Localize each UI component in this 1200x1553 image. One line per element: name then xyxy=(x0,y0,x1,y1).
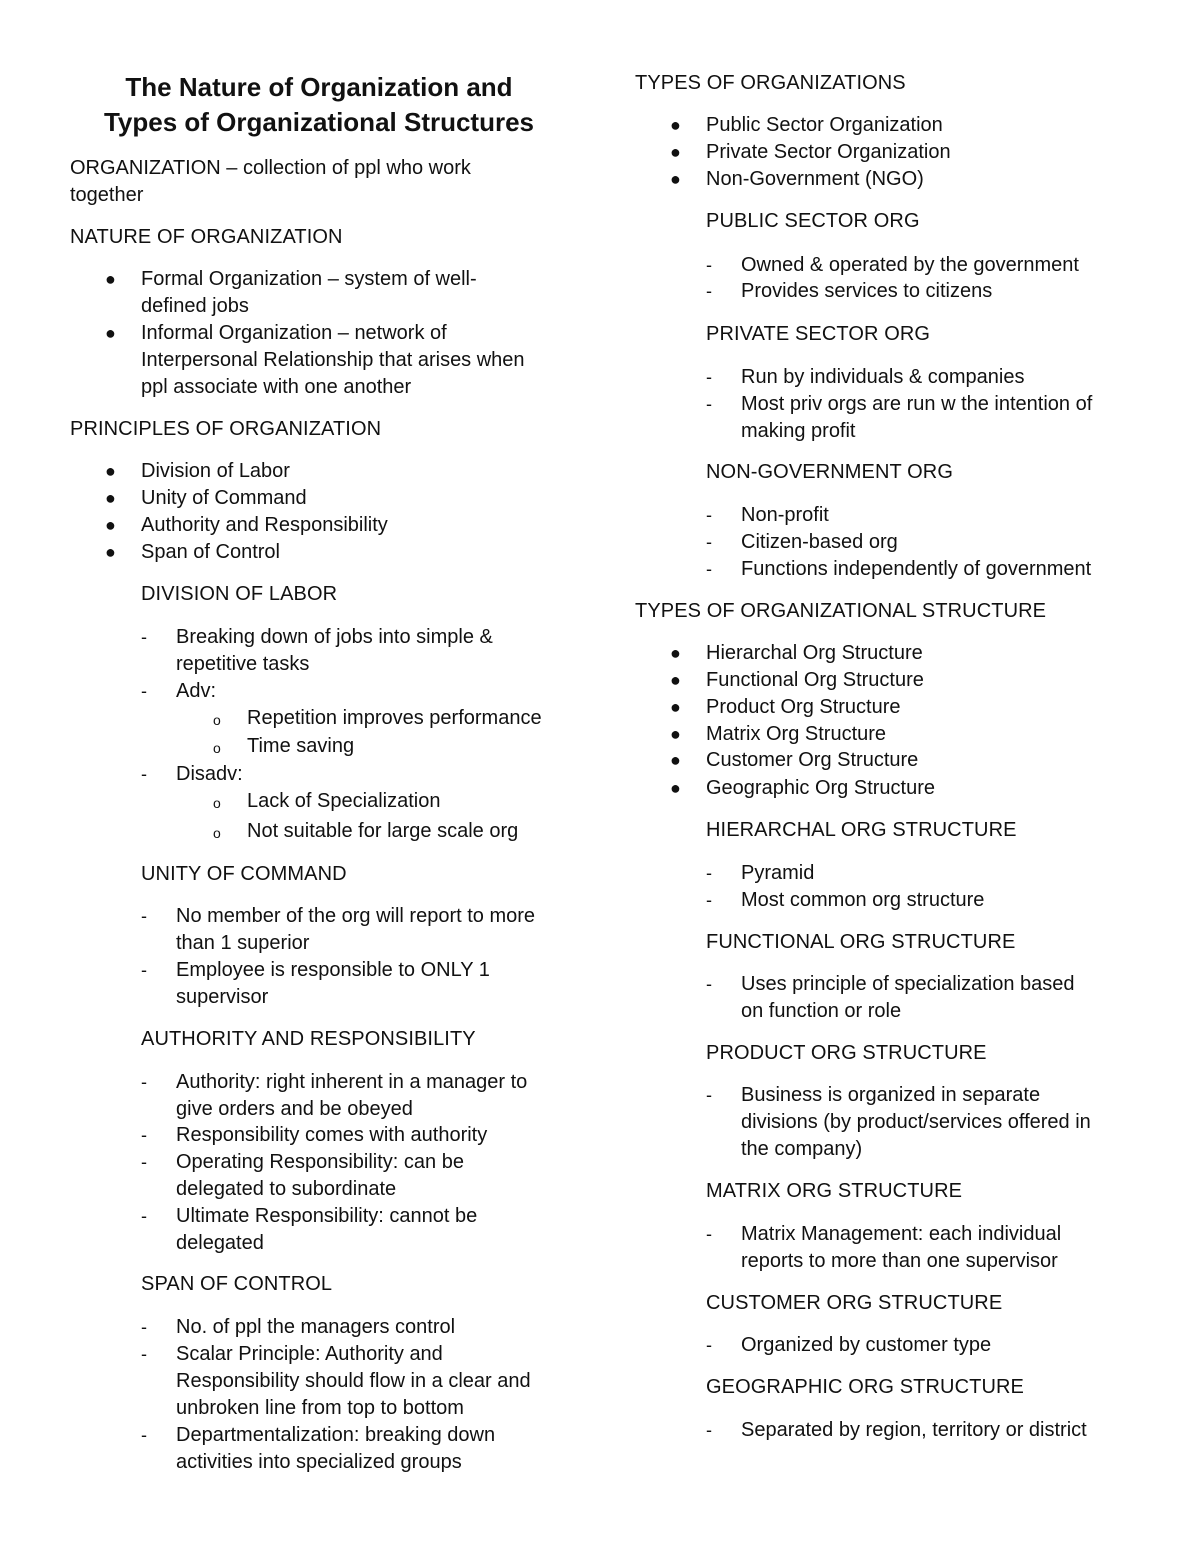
text-line: Unity of Command xyxy=(141,487,307,509)
text-line: Uses principle of specialization based xyxy=(741,973,1075,995)
list-item xyxy=(706,502,829,529)
dash-icon: - xyxy=(706,1085,712,1105)
text-line: No member of the org will report to more xyxy=(176,905,536,927)
authority-heading: AUTHORITY AND RESPONSIBILITY xyxy=(141,1028,476,1050)
list-item xyxy=(141,761,243,788)
text-line: repetitive tasks xyxy=(176,653,310,675)
text-line: ORGANIZATION – collection of ppl who work xyxy=(70,157,471,179)
text-line: delegated to subordinate xyxy=(176,1178,397,1200)
bullet-icon: ● xyxy=(105,323,116,343)
dash-icon: - xyxy=(706,281,712,301)
title-line: Types of Organizational Structures xyxy=(103,107,535,137)
text-line: Geographic Org Structure xyxy=(706,777,935,799)
circle-bullet-icon: o xyxy=(213,795,221,811)
text-line: Non-Government (NGO) xyxy=(706,168,924,190)
list-item xyxy=(706,1332,991,1359)
text-line: Lack of Specialization xyxy=(247,790,441,812)
list-item xyxy=(670,112,943,139)
division-heading: DIVISION OF LABOR xyxy=(141,583,338,605)
text-line: Informal Organization – network of xyxy=(141,322,447,344)
bullet-icon: ● xyxy=(670,142,681,162)
dash-icon: - xyxy=(706,559,712,579)
list-item xyxy=(141,1069,581,1123)
hierarchal-heading: HIERARCHAL ORG STRUCTURE xyxy=(706,819,1017,841)
product-heading: PRODUCT ORG STRUCTURE xyxy=(706,1042,987,1064)
text-line: Division of Labor xyxy=(141,460,290,482)
text-line: activities into specialized groups xyxy=(176,1451,462,1473)
text-line: Most priv orgs are run w the intention of xyxy=(741,393,1093,415)
bullet-icon: ● xyxy=(105,269,116,289)
text-line: Citizen-based org xyxy=(741,531,898,553)
dash-icon: - xyxy=(141,960,147,980)
text-line: Non-profit xyxy=(741,504,829,526)
text-line: Not suitable for large scale org xyxy=(247,820,519,842)
bullet-icon: ● xyxy=(105,515,116,535)
unity-heading: UNITY OF COMMAND xyxy=(141,863,347,885)
text-line: Separated by region, territory or district xyxy=(741,1419,1087,1441)
text-line: Owned & operated by the government xyxy=(741,254,1079,276)
text-line: Provides services to citizens xyxy=(741,280,993,302)
text-line: reports to more than one supervisor xyxy=(741,1250,1058,1272)
text-line: together xyxy=(70,184,144,206)
list-item xyxy=(706,556,1091,583)
list-item xyxy=(141,1341,581,1422)
list-item xyxy=(213,788,440,815)
bullet-icon: ● xyxy=(670,643,681,663)
list-item xyxy=(706,252,1079,279)
bullet-icon: ● xyxy=(670,115,681,135)
dash-icon: - xyxy=(706,532,712,552)
list-item xyxy=(670,640,923,667)
text-line: give orders and be obeyed xyxy=(176,1098,413,1120)
text-line: Functions independently of government xyxy=(741,558,1092,580)
dash-icon: - xyxy=(141,1072,147,1092)
list-item xyxy=(141,1149,581,1203)
list-item xyxy=(105,512,388,539)
principles-heading: PRINCIPLES OF ORGANIZATION xyxy=(70,418,382,440)
dash-icon: - xyxy=(706,1224,712,1244)
text-line: defined jobs xyxy=(141,295,249,317)
list-item xyxy=(105,266,585,320)
organization-definition xyxy=(70,155,471,209)
text-line: Departmentalization: breaking down xyxy=(176,1424,496,1446)
dash-icon: - xyxy=(141,627,147,647)
list-item xyxy=(706,1221,1136,1275)
structure-heading: TYPES OF ORGANIZATIONAL STRUCTURE xyxy=(635,600,1047,622)
list-item xyxy=(706,887,984,914)
dash-icon: - xyxy=(141,1206,147,1226)
text-line: divisions (by product/services offered in xyxy=(741,1111,1091,1133)
text-line: the company) xyxy=(741,1138,863,1160)
list-item xyxy=(670,667,924,694)
bullet-icon: ● xyxy=(670,750,681,770)
list-item xyxy=(141,1203,581,1257)
bullet-icon: ● xyxy=(670,670,681,690)
list-item xyxy=(141,1122,581,1149)
matrix-heading: MATRIX ORG STRUCTURE xyxy=(706,1180,963,1202)
text-line: making profit xyxy=(741,420,856,442)
text-line: Formal Organization – system of well- xyxy=(141,268,477,290)
list-item xyxy=(706,1082,1136,1163)
text-line: Scalar Principle: Authority and xyxy=(176,1343,443,1365)
text-line: Interpersonal Relationship that arises when xyxy=(141,349,525,371)
list-item xyxy=(105,485,307,512)
text-line: Product Org Structure xyxy=(706,696,901,718)
list-item xyxy=(706,391,1136,445)
list-item xyxy=(706,364,1025,391)
dash-icon: - xyxy=(141,1317,147,1337)
types-heading: TYPES OF ORGANIZATIONS xyxy=(635,72,906,94)
text-line: Span of Control xyxy=(141,541,280,563)
dash-icon: - xyxy=(706,255,712,275)
nature-heading: NATURE OF ORGANIZATION xyxy=(70,226,343,248)
text-line: Repetition improves performance xyxy=(247,707,542,729)
list-item xyxy=(141,624,581,678)
text-line: Public Sector Organization xyxy=(706,114,943,136)
list-item xyxy=(141,957,581,1011)
text-line: Run by individuals & companies xyxy=(741,366,1025,388)
text-line: Matrix Org Structure xyxy=(706,723,887,745)
list-item xyxy=(706,860,814,887)
list-item xyxy=(670,694,901,721)
text-line: supervisor xyxy=(176,986,269,1008)
text-line: Authority: right inherent in a manager to xyxy=(176,1071,528,1093)
geographic-heading: GEOGRAPHIC ORG STRUCTURE xyxy=(706,1376,1024,1398)
bullet-icon: ● xyxy=(105,542,116,562)
list-item xyxy=(213,705,542,732)
text-line: Functional Org Structure xyxy=(706,669,924,691)
list-item xyxy=(141,1422,581,1476)
bullet-icon: ● xyxy=(670,169,681,189)
text-line: on function or role xyxy=(741,1000,902,1022)
text-line: Disadv: xyxy=(176,763,243,785)
dash-icon: - xyxy=(706,1420,712,1440)
title-line: The Nature of Organization and xyxy=(125,72,513,102)
dash-icon: - xyxy=(141,1344,147,1364)
text-line: ppl associate with one another xyxy=(141,376,412,398)
public-heading: PUBLIC SECTOR ORG xyxy=(706,210,920,232)
dash-icon: - xyxy=(706,890,712,910)
dash-icon: - xyxy=(706,505,712,525)
span-heading: SPAN OF CONTROL xyxy=(141,1273,333,1295)
text-line: Pyramid xyxy=(741,862,815,884)
list-item xyxy=(141,678,216,705)
bullet-icon: ● xyxy=(105,461,116,481)
circle-bullet-icon: o xyxy=(213,712,221,728)
bullet-icon: ● xyxy=(670,778,681,798)
text-line: Matrix Management: each individual xyxy=(741,1223,1062,1245)
private-heading: PRIVATE SECTOR ORG xyxy=(706,323,931,345)
dash-icon: - xyxy=(141,906,147,926)
list-item xyxy=(706,971,1136,1025)
list-item xyxy=(670,775,935,802)
text-line: Hierarchal Org Structure xyxy=(706,642,923,664)
bullet-icon: ● xyxy=(105,488,116,508)
dash-icon: - xyxy=(141,764,147,784)
list-item xyxy=(141,1314,581,1341)
list-item xyxy=(670,721,886,748)
dash-icon: - xyxy=(141,1425,147,1445)
list-item xyxy=(670,139,951,166)
dash-icon: - xyxy=(706,394,712,414)
dash-icon: - xyxy=(706,367,712,387)
text-line: Customer Org Structure xyxy=(706,749,919,771)
text-line: Time saving xyxy=(247,735,355,757)
page-title xyxy=(70,70,568,140)
dash-icon: - xyxy=(706,974,712,994)
list-item xyxy=(141,903,581,957)
bullet-icon: ● xyxy=(670,697,681,717)
functional-heading: FUNCTIONAL ORG STRUCTURE xyxy=(706,931,1016,953)
text-line: delegated xyxy=(176,1232,264,1254)
text-line: No. of ppl the managers control xyxy=(176,1316,456,1338)
list-item xyxy=(105,458,290,485)
text-line: Authority and Responsibility xyxy=(141,514,388,536)
text-line: Business is organized in separate xyxy=(741,1084,1041,1106)
dash-icon: - xyxy=(141,1125,147,1145)
text-line: Responsibility comes with authority xyxy=(176,1124,488,1146)
text-line: Private Sector Organization xyxy=(706,141,951,163)
list-item xyxy=(105,320,585,401)
text-line: Ultimate Responsibility: cannot be xyxy=(176,1205,478,1227)
dash-icon: - xyxy=(706,863,712,883)
list-item xyxy=(706,529,898,556)
text-line: Organized by customer type xyxy=(741,1334,992,1356)
list-item xyxy=(706,1417,1087,1444)
circle-bullet-icon: o xyxy=(213,825,221,841)
list-item xyxy=(706,278,992,305)
text-line: Breaking down of jobs into simple & xyxy=(176,626,493,648)
text-line: than 1 superior xyxy=(176,932,310,954)
dash-icon: - xyxy=(141,681,147,701)
list-item xyxy=(105,539,280,566)
list-item xyxy=(670,166,924,193)
text-line: Operating Responsibility: can be xyxy=(176,1151,464,1173)
text-line: Responsibility should flow in a clear and xyxy=(176,1370,531,1392)
text-line: Employee is responsible to ONLY 1 xyxy=(176,959,490,981)
list-item xyxy=(670,747,918,774)
dash-icon: - xyxy=(141,1152,147,1172)
list-item xyxy=(213,818,518,845)
ngo-heading: NON-GOVERNMENT ORG xyxy=(706,461,953,483)
text-line: Adv: xyxy=(176,680,217,702)
text-line: Most common org structure xyxy=(741,889,985,911)
list-item xyxy=(213,733,354,760)
text-line: unbroken line from top to bottom xyxy=(176,1397,464,1419)
customer-heading: CUSTOMER ORG STRUCTURE xyxy=(706,1292,1003,1314)
circle-bullet-icon: o xyxy=(213,740,221,756)
dash-icon: - xyxy=(706,1335,712,1355)
bullet-icon: ● xyxy=(670,724,681,744)
